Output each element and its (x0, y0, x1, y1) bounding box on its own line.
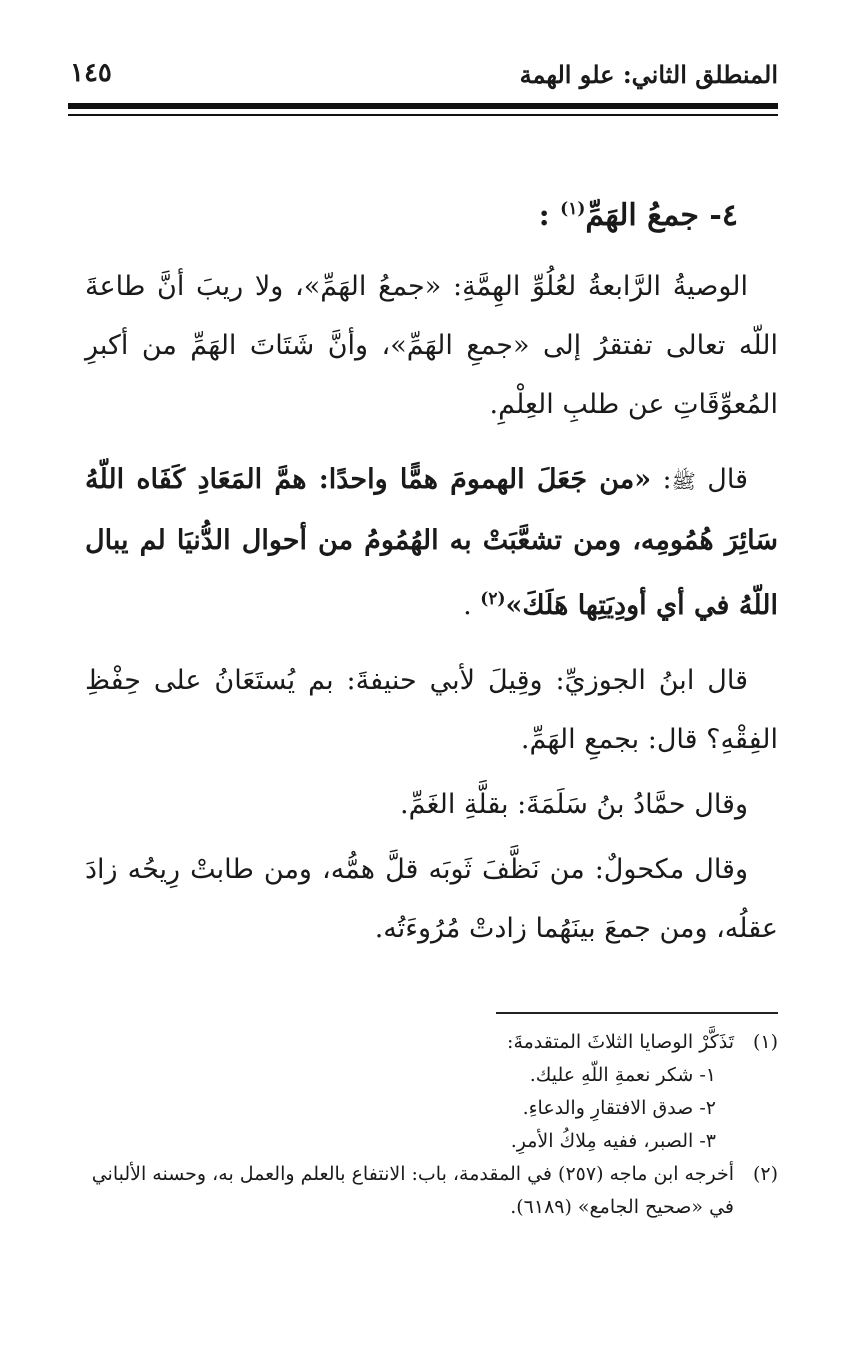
paragraph-3: قال ابنُ الجوزيِّ: وقِيلَ لأبي حنيفةَ: بم يُستَعَانُ على حِفْظِ الفِقْهِ؟ قال: بجمعِ الهَمِّ. (85, 665, 778, 755)
footnote-ref-1[interactable]: (١) (560, 199, 586, 219)
footnote-2-continuation: في «صحيح الجامع» (٦١٨٩). (510, 1196, 734, 1218)
footnote-1-item: ٣- الصبر، ففيه مِلاكُ الأمرِ. (510, 1130, 716, 1152)
paragraph-4: وقال حمَّادُ بنُ سَلَمَةَ: بقلَّةِ الغَمِّ. (400, 789, 748, 820)
running-header (70, 52, 778, 92)
heading-text: ٤- جمعُ الهَمِّ (585, 198, 738, 233)
footnote-separator (496, 1012, 778, 1014)
p2-end: . (463, 590, 481, 621)
running-title: المنطلق الثاني: علو الهمة (519, 60, 778, 89)
footnote-1 (60, 1026, 778, 1059)
footnote-2-text: أخرجه ابن ماجه (٢٥٧) في المقدمة، باب: الانتفاع بالعلم والعمل به، وحسنه الألباني (91, 1163, 734, 1185)
salawat-glyph: ﷺ (671, 469, 696, 493)
paragraph-1: الوصيةُ الرَّابعةُ لعُلُوِّ الهِمَّةِ: «جمعُ الهَمِّ»، ولا ريبَ أنَّ طاعةَ اللّه تعالى تفتقرُ إلى «جمعِ الهَمِّ»، وأنَّ شَتَاتَ الهَمِّ من أكبرِ المُعوِّقَاتِ عن طلبِ العِلْمِ. (85, 271, 778, 420)
footnote-1-text: تَذَكَّرْ الوصايا الثلاثَ المتقدمةَ: (507, 1031, 734, 1053)
page-number: ١٤٥ (70, 58, 112, 88)
paragraph-5: وقال مكحولٌ: من نَظَّفَ ثَوبَه قلَّ همُّه، ومن طابتْ رِيحُه زادَ عقلُه، ومن جمعَ بينَهُما زادتْ مُرُوءَتُه. (85, 854, 778, 944)
header-rule-thin (68, 114, 778, 116)
footnote-2 (60, 1158, 778, 1191)
footnote-1-item: ١- شكر نعمةِ اللّهِ عليك. (529, 1064, 716, 1086)
footnote-1-number: (١) (752, 1031, 778, 1053)
footnotes (60, 1026, 778, 1224)
section-heading (85, 180, 778, 245)
hadith-quote: «من جَعَلَ الهمومَ همًّا واحدًا: همَّ المَعَادِ كَفَاه اللّهُ سَائِرَ هُمُومِه، ومن تشعَّبَتْ به الهُمُومُ من أحوال الدُّنيَا لم يبال اللّهُ في أي أودِيَتِها هَلَكَ» (85, 464, 778, 621)
p2-colon: : (651, 464, 672, 495)
main-text (85, 180, 778, 974)
heading-colon: : (538, 198, 561, 233)
p2-intro: قال (695, 464, 748, 495)
header-rule-thick (68, 103, 778, 109)
paragraph-2 (85, 450, 778, 635)
footnote-2-number: (٢) (752, 1163, 778, 1185)
footnote-1-item: ٢- صدق الافتقارِ والدعاءِ. (522, 1097, 716, 1119)
footnote-ref-2[interactable]: (٢) (480, 589, 506, 609)
